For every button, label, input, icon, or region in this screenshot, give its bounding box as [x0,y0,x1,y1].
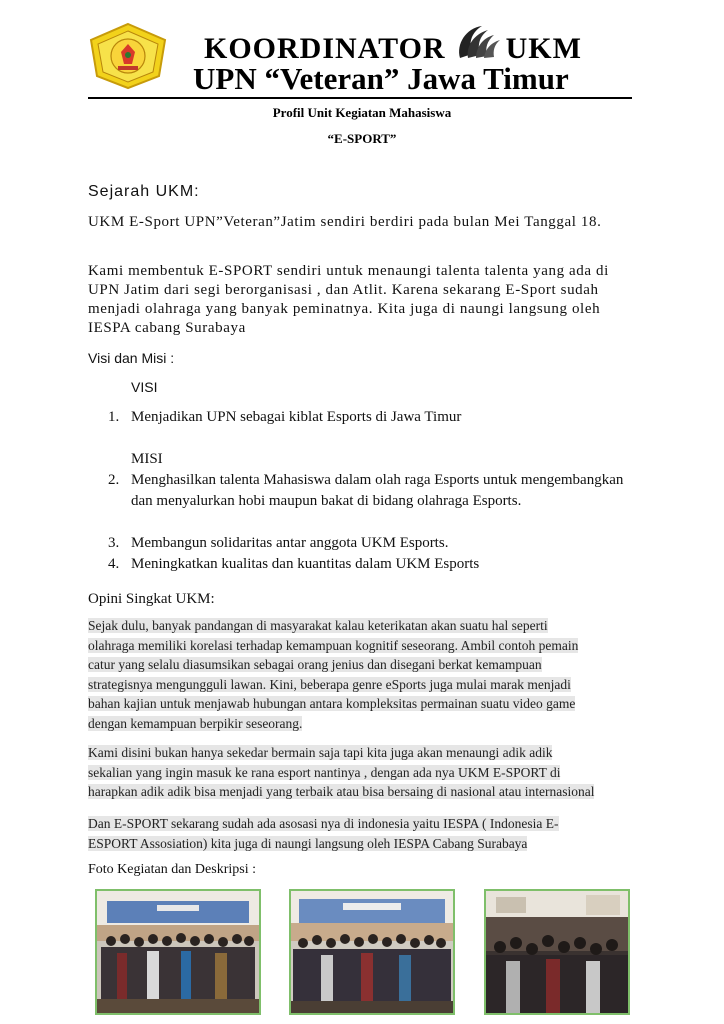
text-line: ESPORT Assosiation) kita juga di naungi langsung oleh IESPA Cabang Surabaya [88,835,528,851]
group-photo-3 [484,889,630,1015]
text-line: dengan kemampuan berpikir seseorang. [88,715,303,731]
text-line: harapkan adik adik bisa menjadi yang terbaik atau bisa bersaing di nasional atau internasional [88,784,595,799]
header-title-line1 [204,22,582,66]
list-text: Meningkatkan kualitas dan kuantitas dalam UKM Esports [131,556,480,572]
paragraph-opini-3 [88,814,628,853]
header-title-line2: UPN “Veteran” Jawa Timur [193,61,569,96]
text-line: olahraga memiliki korelasi terhadap kemampuan kognitif seseorang. Ambil contoh pemain [88,637,579,653]
section-heading-sejarah: Sejarah UKM: [88,183,200,200]
group-photo-2 [289,889,455,1015]
misi-label: MISI [131,451,163,467]
swirl-logo-icon [452,22,510,62]
header-divider [88,97,632,99]
paragraph-opini-1 [88,616,628,733]
text-line: strategisnya mengungguli lawan. Kini, beberapa genre eSports juga mulai marak menjadi [88,676,571,692]
section-heading-visi-misi: Visi dan Misi : [88,350,175,366]
list-number: 2. [108,472,120,488]
paragraph-opini-2 [88,743,636,802]
list-number: 1. [108,409,120,425]
list-text: Menjadikan UPN sebagai kiblat Esports di Jawa Timur [131,409,462,425]
document-subtitle: Profil Unit Kegiatan Mahasiswa [272,105,452,120]
header-title-left: KOORDINATOR [204,32,446,65]
list-text: Membangun solidaritas antar anggota UKM Esports. [131,535,449,551]
list-number: 3. [108,535,120,551]
header-title-right: UKM [505,32,582,65]
document-subtitle-esport: “E-SPORT” [327,131,397,146]
paragraph-sejarah-1: UKM E-Sport UPN”Veteran”Jatim sendiri berdiri pada bulan Mei Tanggal 18. [88,214,602,230]
upn-seal-icon [87,22,169,90]
group-photo-1 [95,889,261,1015]
visi-label: VISI [131,379,158,395]
text-line: catur yang selalu diasumsikan sebagai orang jenius dan disegani berkat kemampuan [88,657,542,672]
paragraph-sejarah-2: Kami membentuk E-SPORT sendiri untuk menaungi talenta talenta yang ada di UPN Jatim dari segi berorganisasi , dan Atlit. Karena sekarang E-Sport sudah menjadi olahraga yang banyak peminatnya. Kita juga di naungi langsung oleh IESPA cabang Surabaya [88,263,609,336]
text-line: sekalian yang ingin masuk ke rana esport nantinya , dengan ada nya UKM E-SPORT di [88,764,561,780]
section-heading-foto: Foto Kegiatan dan Deskripsi : [88,862,256,877]
list-text: Menghasilkan talenta Mahasiswa dalam olah raga Esports untuk mengembangkan dan menyalurkan hobi maupun bakat di bidang olahraga Esports. [131,472,624,509]
text-line: bahan kajian untuk menjawab hubungan antara kompleksitas permainan suatu video game [88,696,576,711]
section-heading-opini: Opini Singkat UKM: [88,591,215,607]
text-line: Sejak dulu, banyak pandangan di masyarakat kalau keterikatan akan suatu hal seperti [88,618,548,633]
text-line: Dan E-SPORT sekarang sudah ada asosasi nya di indonesia yaitu IESPA ( Indonesia E- [88,816,559,831]
text-line: Kami disini bukan hanya sekedar bermain saja tapi kita juga akan menaungi adik adik [88,745,553,760]
list-number: 4. [108,556,120,572]
